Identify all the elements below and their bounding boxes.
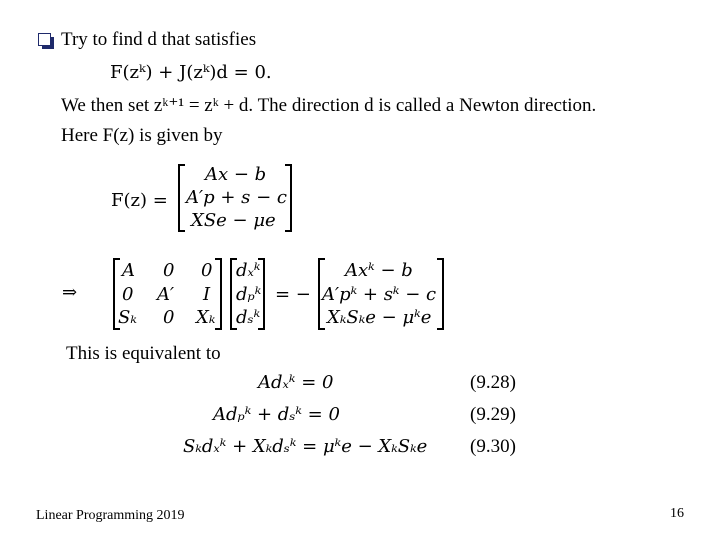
fz-label: F(z) = bbox=[111, 190, 168, 211]
dvec-row-2: dₚᵏ bbox=[236, 284, 262, 305]
page-number: 16 bbox=[670, 506, 684, 521]
matrix-cell: Sₖ bbox=[118, 307, 137, 328]
matrix-cell: Xₖ bbox=[196, 307, 216, 328]
fz-right-bracket bbox=[285, 164, 292, 232]
matrix-cell: A bbox=[122, 260, 135, 281]
rhs-row-2: A′pᵏ + sᵏ − c bbox=[322, 284, 437, 305]
equation-9-30: Sₖdₓᵏ + Xₖdₛᵏ = μᵏe − XₖSₖe bbox=[183, 436, 428, 457]
matrix-right-bracket bbox=[215, 258, 222, 330]
matrix-cell: 0 bbox=[201, 260, 213, 281]
bullet-icon bbox=[38, 33, 51, 46]
newton-direction-text: We then set zᵏ⁺¹ = zᵏ + d. The direction d is called a Newton direction. bbox=[61, 95, 597, 116]
fz-row-3: XSe − μe bbox=[191, 210, 276, 231]
fz-row-2: A′p + s − c bbox=[186, 187, 287, 208]
fz-left-bracket bbox=[178, 164, 185, 232]
rhs-row-1: Axᵏ − b bbox=[345, 260, 413, 281]
fz-row-1: Ax − b bbox=[205, 164, 267, 185]
dvec-right-bracket bbox=[258, 258, 265, 330]
equation-number: (9.28) bbox=[470, 372, 516, 393]
matrix-cell: 0 bbox=[163, 307, 175, 328]
bullet-text: Try to find d that satisfies bbox=[61, 29, 257, 50]
equation-number: (9.30) bbox=[470, 436, 516, 457]
equation-9-28: Adₓᵏ = 0 bbox=[258, 372, 334, 393]
newton-equation: F(zᵏ) + J(zᵏ)d = 0. bbox=[110, 62, 272, 83]
implies-symbol: ⇒ bbox=[62, 282, 78, 303]
rhs-right-bracket bbox=[437, 258, 444, 330]
equation-number: (9.29) bbox=[470, 404, 516, 425]
matrix-cell: A′ bbox=[157, 284, 175, 305]
dvec-row-1: dₓᵏ bbox=[236, 260, 261, 281]
matrix-cell: 0 bbox=[163, 260, 175, 281]
footer-course: Linear Programming 2019 bbox=[36, 508, 185, 523]
fz-intro-text: Here F(z) is given by bbox=[61, 125, 223, 146]
matrix-cell: I bbox=[203, 284, 211, 305]
matrix-cell: 0 bbox=[122, 284, 134, 305]
equivalent-text: This is equivalent to bbox=[66, 343, 221, 364]
equation-9-29: Adₚᵏ + dₛᵏ = 0 bbox=[213, 404, 340, 425]
equals-minus: = − bbox=[275, 284, 311, 305]
rhs-row-3: XₖSₖe − μᵏe bbox=[327, 307, 432, 328]
dvec-row-3: dₛᵏ bbox=[236, 307, 261, 328]
